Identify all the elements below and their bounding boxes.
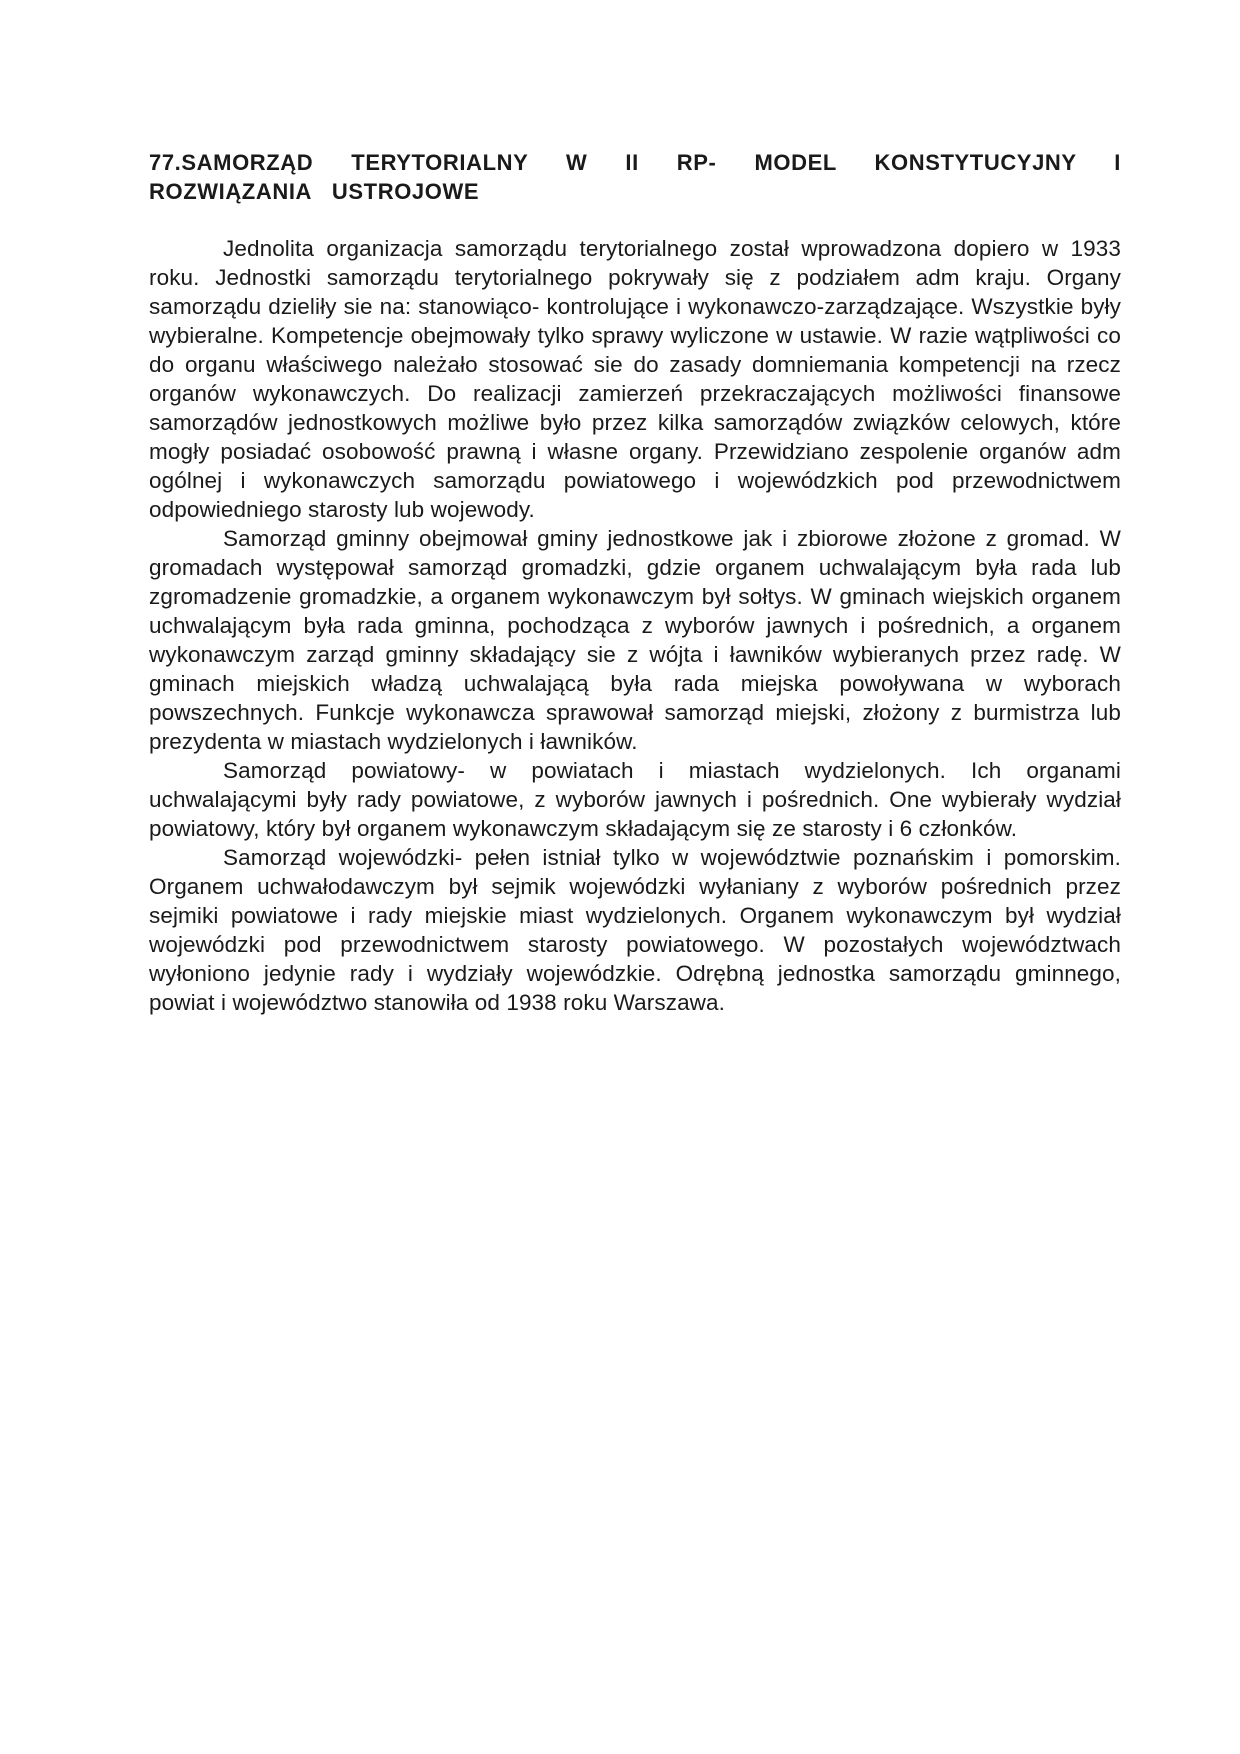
paragraph-intro: Jednolita organizacja samorządu terytorialnego został wprowadzona dopiero w 1933 roku. Jednostki samorządu terytorialnego pokrywały się z podziałem adm kraju. Organy samorządu dzieliły sie na: stanowiąco- kontrolujące i wykonawczo-zarządzające. Wszystkie były wybieralne. Kompetencje obejmowały tylko sprawy wyliczone w ustawie. W razie wątpliwości co do organu właściwego należało stosować sie do zasady domniemania kompetencji na rzecz organów wykonawczych. Do realizacji zamierzeń przekraczających możliwości finansowe samorządów jednostkowych możliwe było przez kilka samorządów związków celowych, które mogły posiadać osobowość prawną i własne organy. Przewidziano zespolenie organów adm ogólnej i wykonawczych samorządu powiatowego i wojewódzkich pod przewodnictwem odpowiedniego starosty lub wojewody. [149, 236, 1121, 522]
paragraph-gminny: Samorząd gminny obejmował gminy jednostkowe jak i zbiorowe złożone z gromad. W gromadach występował samorząd gromadzki, gdzie organem uchwalającym była rada lub zgromadzenie gromadzkie, a organem wykonawczym był sołtys. W gminach wiejskich organem uchwalającym była rada gminna, pochodząca z wyborów jawnych i pośrednich, a organem wykonawczym zarząd gminny składający sie z wójta i ławników wybieranych przez radę. W gminach miejskich władzą uchwalającą była rada miejska powoływana w wyborach powszechnych. Funkcje wykonawcza sprawował samorząd miejski, złożony z burmistrza lub prezydenta w miastach wydzielonych i ławników. [149, 526, 1121, 754]
paragraph-wojewodzki: Samorząd wojewódzki- pełen istniał tylko w województwie poznańskim i pomorskim. Organem uchwałodawczym był sejmik wojewódzki wyłaniany z wyborów pośrednich przez sejmiki powiatowe i rady miejskie miast wydzielonych. Organem wykonawczym był wydział wojewódzki pod przewodnictwem starosty powiatowego. W pozostałych województwach wyłoniono jedynie rady i wydziały wojewódzkie. Odrębną jednostka samorządu gminnego, powiat i województwo stanowiła od 1938 roku Warszawa. [149, 845, 1121, 1015]
document-title: 77.SAMORZĄD TERYTORIALNY W II RP- MODEL KONSTYTUCYJNY I ROZWIĄZANIA USTROJOWE [149, 150, 1121, 204]
document-body [149, 148, 1121, 1017]
paragraph-powiatowy: Samorząd powiatowy- w powiatach i miastach wydzielonych. Ich organami uchwalającymi były rady powiatowe, z wyborów jawnych i pośrednich. One wybierały wydział powiatowy, który był organem wykonawczym składającym się ze starosty i 6 członków. [149, 758, 1121, 841]
